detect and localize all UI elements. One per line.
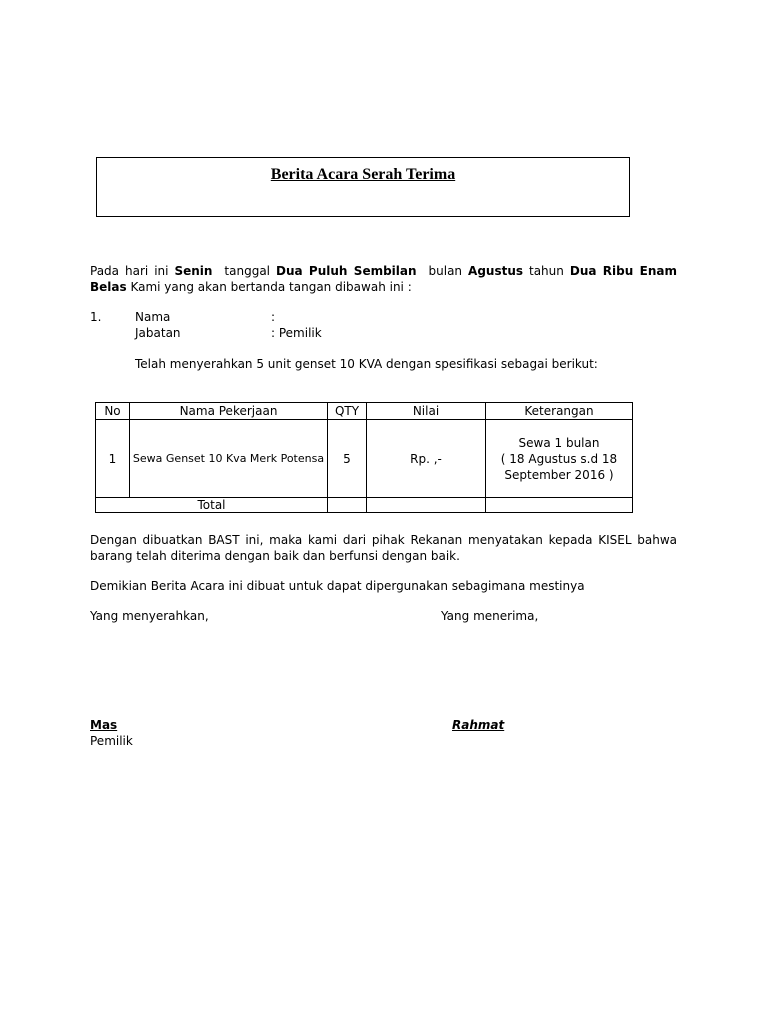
header-name: Nama Pekerjaan (130, 403, 328, 420)
table-row (96, 420, 633, 498)
intro-year: Dua Ribu Enam Belas (90, 264, 677, 294)
row-value: Rp. ,- (367, 420, 486, 498)
header-value: Nilai (367, 403, 486, 420)
intro-month: Agustus (468, 264, 524, 278)
intro-text-5: Kami yang akan bertanda tangan dibawah ini : (126, 280, 412, 294)
intro-paragraph (90, 263, 677, 295)
intro-day: Senin (174, 264, 213, 278)
table-total-row (96, 498, 633, 513)
items-table (95, 402, 633, 513)
intro-text-3: bulan (416, 264, 469, 278)
total-qty (328, 498, 367, 513)
closing-paragraph: Demikian Berita Acara ini dibuat untuk dapat dipergunakan sebagimana mestinya (90, 579, 585, 593)
intro-date: Dua Puluh Sembilan (275, 264, 417, 278)
title-box (96, 157, 630, 217)
total-label: Total (96, 498, 328, 513)
header-qty: QTY (328, 403, 367, 420)
handover-text: Telah menyerahkan 5 unit genset 10 KVA dengan spesifikasi sebagai berikut: (135, 357, 598, 371)
header-note: Keterangan (486, 403, 633, 420)
giver-name: Mas (90, 718, 118, 732)
note-line-1: Sewa 1 bulan (518, 435, 600, 450)
row-qty: 5 (328, 420, 367, 498)
row-name: Sewa Genset 10 Kva Merk Potensa (130, 420, 328, 498)
giver-label: Yang menyerahkan, (90, 609, 209, 623)
note-line-2: ( 18 Agustus s.d 18 (500, 451, 618, 466)
position-value: : Pemilik (271, 326, 322, 340)
receiver-name: Rahmat (452, 718, 505, 732)
name-value: : (271, 310, 276, 324)
intro-text-1: Pada hari ini (90, 264, 175, 278)
name-label: Nama (135, 310, 171, 324)
note-line-3: September 2016 ) (504, 467, 614, 482)
receiver-label: Yang menerima, (441, 609, 539, 623)
row-no: 1 (96, 420, 130, 498)
statement-paragraph: Dengan dibuatkan BAST ini, maka kami dari pihak Rekanan menyatakan kepada KISEL bahwa barang telah diterima dengan baik dan berfunsi dengan baik. (90, 533, 677, 563)
giver-role: Pemilik (90, 734, 133, 748)
total-value (367, 498, 486, 513)
document-title: Berita Acara Serah Terima (270, 166, 456, 183)
table-header-row (96, 403, 633, 420)
header-no: No (96, 403, 130, 420)
row-note (486, 420, 633, 498)
total-note (486, 498, 633, 513)
item-number: 1. (90, 310, 102, 324)
intro-text-4: tahun (523, 264, 570, 278)
position-label: Jabatan (135, 326, 181, 340)
intro-text-2: tanggal (212, 264, 276, 278)
